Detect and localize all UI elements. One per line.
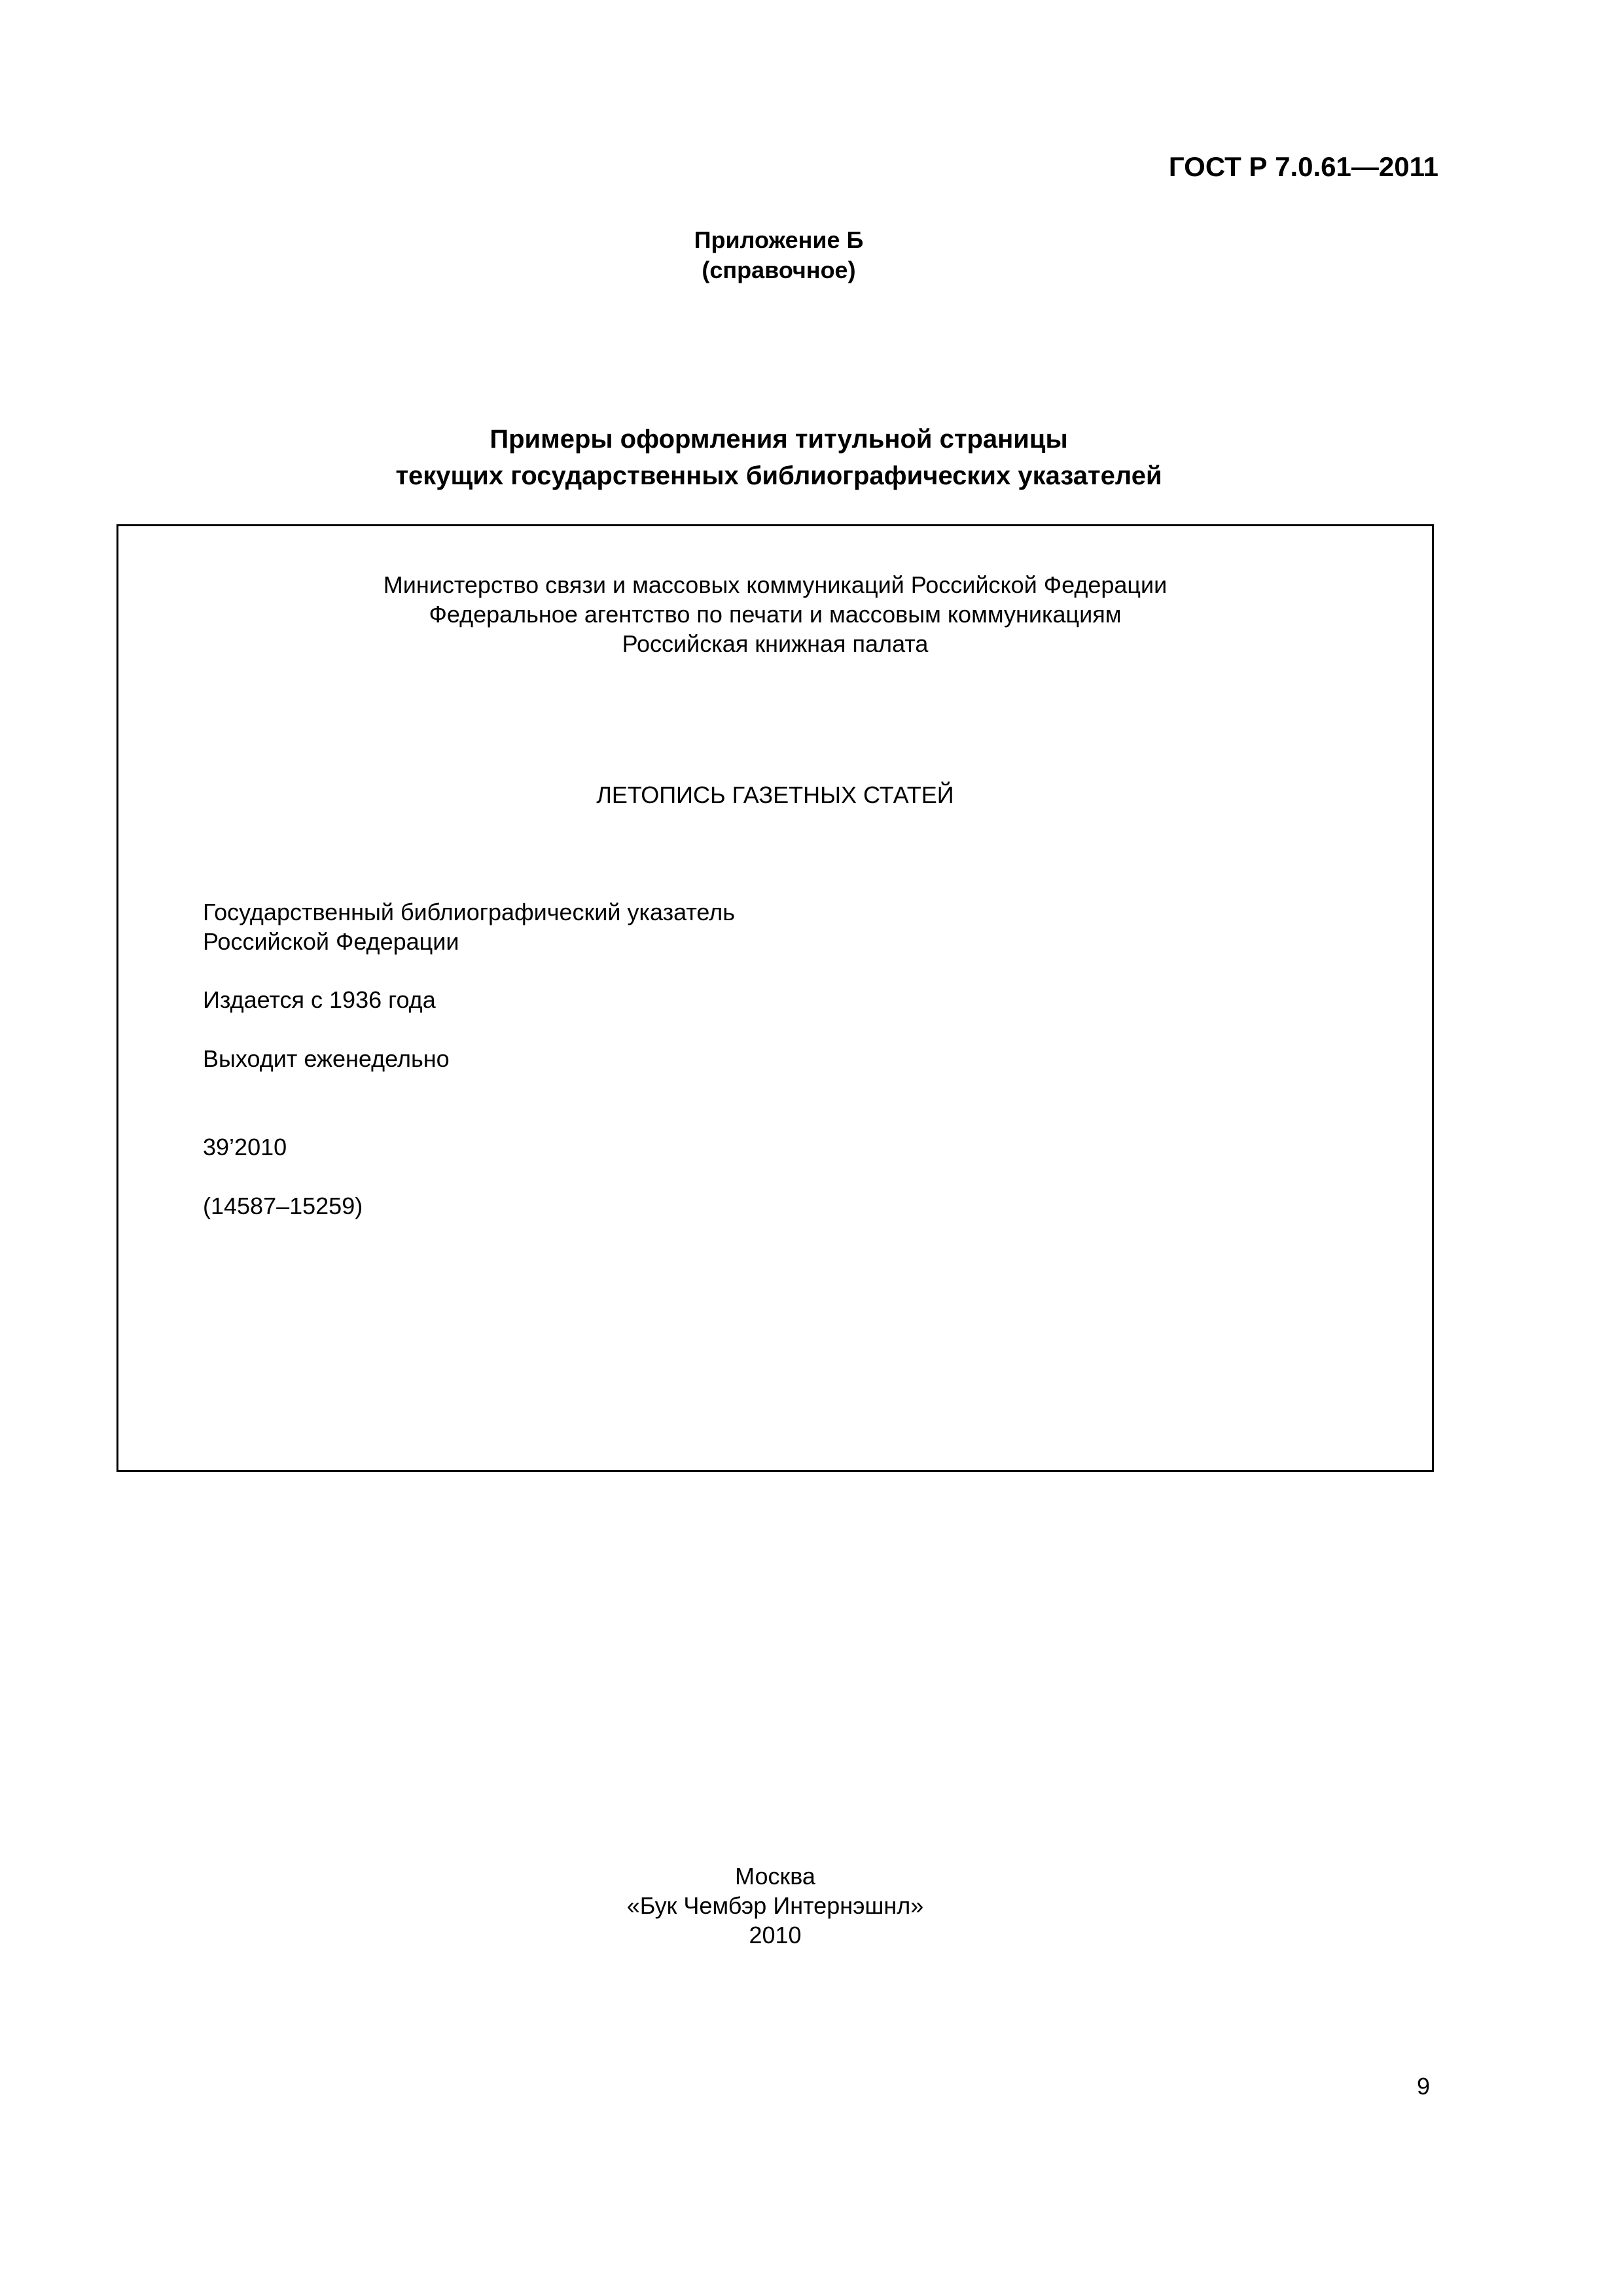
organizations-block [118, 570, 1432, 658]
section-title [0, 421, 1558, 494]
issue-number-text: 39’2010 [203, 1134, 287, 1160]
imprint-year: 2010 [749, 1922, 802, 1948]
entry-range-text: (14587–15259) [203, 1193, 363, 1219]
standard-code: ГОСТ Р 7.0.61—2011 [1168, 151, 1438, 182]
series-title-text: ЛЕТОПИСЬ ГАЗЕТНЫХ СТАТЕЙ [596, 781, 954, 808]
appendix-status: (справочное) [702, 257, 856, 283]
description-line: Российской Федерации [203, 928, 459, 955]
entry-range [203, 1191, 363, 1221]
appendix-heading [0, 225, 1558, 285]
frequency [203, 1044, 450, 1073]
published-since [203, 985, 436, 1014]
section-title-line-2: текущих государственных библиографических указателей [395, 461, 1162, 490]
series-title [118, 780, 1432, 810]
description-line: Государственный библиографический указатель [203, 899, 736, 925]
issue-number [203, 1132, 287, 1162]
section-title-line-1: Примеры оформления титульной страницы [490, 425, 1068, 454]
sample-title-page-frame [116, 524, 1434, 1948]
published-since-text: Издается с 1936 года [203, 986, 436, 1013]
appendix-name: Приложение Б [694, 226, 864, 253]
frequency-text: Выходит еженедельно [203, 1045, 450, 1072]
page-number: 9 [1416, 2073, 1430, 2100]
imprint-city: Москва [735, 1863, 815, 1890]
description-block [203, 897, 735, 956]
organization-line: Федеральное агентство по печати и массовым коммуникациям [429, 601, 1122, 628]
imprint-publisher: «Бук Чембэр Интернэшнл» [626, 1892, 924, 1919]
organization-line: Российская книжная палата [622, 630, 929, 657]
imprint-block [118, 1861, 1432, 1950]
organization-line: Министерство связи и массовых коммуникаций Российской Федерации [383, 571, 1168, 598]
